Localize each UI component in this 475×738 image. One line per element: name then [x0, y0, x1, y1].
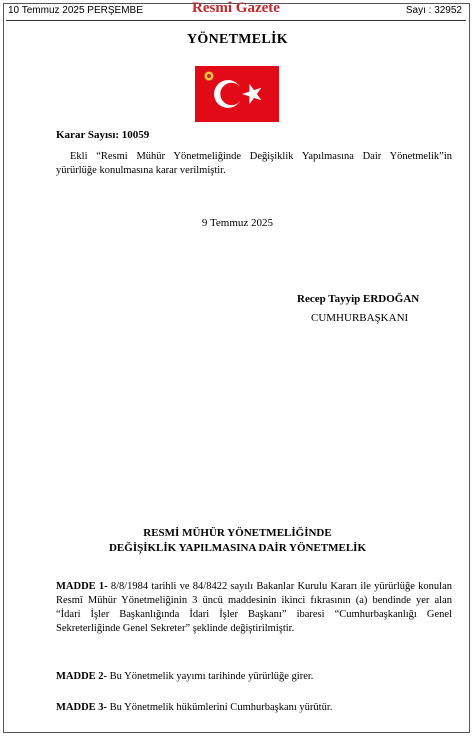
regulation-title-line1: RESMİ MÜHÜR YÖNETMELİĞİNDE	[143, 527, 332, 539]
gazette-name: Resmî Gazete	[192, 0, 280, 16]
article-2-text: Bu Yönetmelik yayımı tarihinde yürürlüğe girer.	[107, 671, 314, 682]
article-2-label: MADDE 2-	[56, 671, 108, 682]
article-3-text: Bu Yönetmelik hükümlerini Cumhurbaşkanı yürütür.	[107, 702, 333, 713]
gazette-header	[6, 2, 466, 21]
turkish-flag-icon	[195, 66, 279, 122]
decision-number: Karar Sayısı: 10059	[56, 129, 150, 141]
header-date: 10 Temmuz 2025 PERŞEMBE	[8, 5, 143, 16]
article-1	[56, 580, 452, 636]
article-3-label: MADDE 3-	[56, 702, 108, 713]
article-1-text: 8/8/1984 tarihli ve 84/8422 sayılı Bakanlar Kurulu Kararı ile yürürlüğe konulan Resmî Mühür Yönetmeliğinin 3 üncü maddesinin ikinci fıkrasının (a) bendinde yer alan “İdari İşler Başkanlığında İdari İşler Başkanı” ibaresi “Cumhurbaşkanlığı Genel Sekreterliğinde Genel Sekreter” şeklinde değiştirilmiştir.	[56, 581, 452, 634]
regulation-title-line2: DEĞİŞİKLİK YAPILMASINA DAİR YÖNETMELİK	[108, 542, 367, 554]
decision-text	[56, 150, 452, 178]
article-3	[56, 701, 452, 715]
issue-number: Sayı : 32952	[405, 5, 462, 16]
signer-title: CUMHURBAŞKANI	[311, 312, 409, 324]
decision-text-body: Ekli “Resmi Mühür Yönetmeliğinde Değişiklik Yapılmasına Dair Yönetmelik”in yürürlüğe konulmasına karar verilmiştir.	[56, 151, 452, 176]
article-1-label: MADDE 1-	[56, 581, 108, 592]
article-2	[56, 670, 452, 684]
decision-date: 9 Temmuz 2025	[201, 217, 274, 229]
signer-name: Recep Tayyip ERDOĞAN	[297, 293, 420, 305]
section-title: YÖNETMELİK	[186, 32, 288, 47]
